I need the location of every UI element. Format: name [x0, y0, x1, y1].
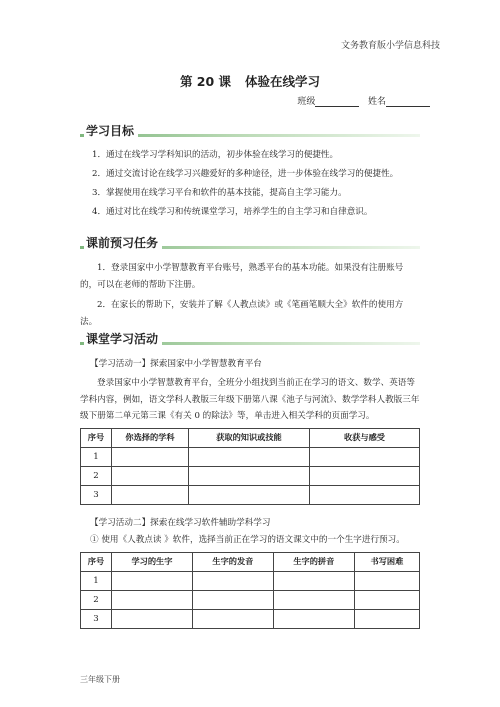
activity1-title: 【学习活动一】探索国家中小学智慧教育平台 — [90, 359, 262, 369]
table-cell[interactable] — [273, 571, 354, 590]
col-header: 学习的生字 — [112, 552, 193, 571]
name-label: 姓名 — [367, 97, 386, 107]
row-number: 1 — [81, 447, 112, 466]
classroom-section — [80, 330, 420, 629]
row-number: 3 — [81, 609, 112, 628]
table-row — [81, 447, 420, 466]
row-number: 1 — [81, 571, 112, 590]
table-row — [81, 485, 420, 504]
classroom-heading — [80, 330, 420, 348]
table-cell[interactable] — [192, 609, 273, 628]
row-number: 2 — [81, 466, 112, 485]
lesson-title — [0, 72, 500, 90]
goal-item-3: 3．掌握使用在线学习平台和软件的基本技能，提高自主学习能力。 — [92, 188, 347, 198]
name-blank[interactable] — [386, 96, 430, 107]
classroom-title: 课堂学习活动 — [84, 330, 162, 347]
table-cell[interactable] — [273, 609, 354, 628]
activity1-table — [80, 428, 420, 505]
activity2-step: ① 使用《人教点读 》软件，选择当前正在学习的语文课文中的一个生字进行预习。 — [90, 534, 405, 545]
activity1-desc: 登录国家中小学智慧教育平台，全班分小组找到当前正在学习的语文、数学、英语等学科内容，例如，语文学科人教版三年级下册第八课《池子与河流》、数学学科人教版三年级下册第二单元第三课《有关 0 的除法》等，单击进入相关学科的页面学习。 — [80, 378, 420, 421]
table-cell[interactable] — [310, 485, 420, 504]
table-cell[interactable] — [112, 485, 189, 504]
table-cell[interactable] — [189, 447, 310, 466]
table-cell[interactable] — [112, 571, 193, 590]
table-cell[interactable] — [273, 590, 354, 609]
publisher-header: 文务教育版小学信息科技 — [340, 41, 440, 51]
col-header: 生字的发音 — [192, 552, 273, 571]
preview-item-2: 2．在家长的帮助下，安装并了解《人教点读》或《笔画笔顺大全》软件的使用方法。 — [80, 300, 404, 327]
col-header: 你选择的学科 — [112, 428, 189, 447]
activity2-table — [80, 552, 420, 629]
preview-title: 课前预习任务 — [84, 234, 162, 251]
table-cell[interactable] — [112, 609, 193, 628]
table-row — [81, 590, 420, 609]
table-cell[interactable] — [310, 447, 420, 466]
class-label: 班级 — [297, 97, 316, 107]
goals-heading — [80, 122, 420, 140]
lesson-number: 第 20 课 — [179, 74, 232, 89]
table-cell[interactable] — [112, 466, 189, 485]
table-row — [81, 609, 420, 628]
table-cell[interactable] — [112, 447, 189, 466]
table-cell[interactable] — [189, 485, 310, 504]
table-cell[interactable] — [192, 590, 273, 609]
table-cell[interactable] — [310, 466, 420, 485]
goal-item-4: 4．通过对比在线学习和传统课堂学习，培养学生的自主学习和自律意识。 — [92, 207, 373, 217]
col-header: 序号 — [81, 428, 112, 447]
lesson-name: 体验在线学习 — [245, 74, 321, 89]
col-header: 获取的知识或技能 — [189, 428, 310, 447]
col-header: 序号 — [81, 552, 112, 571]
col-header: 收获与感受 — [310, 428, 420, 447]
class-blank[interactable] — [315, 96, 359, 107]
col-header: 生字的拼音 — [273, 552, 354, 571]
student-info — [297, 94, 430, 107]
table-cell[interactable] — [354, 590, 419, 609]
goal-item-1: 1．通过在线学习学科知识的活动，初步体验在线学习的便捷性。 — [92, 150, 339, 160]
preview-section — [80, 234, 420, 330]
table-cell[interactable] — [354, 609, 419, 628]
table-cell[interactable] — [192, 571, 273, 590]
table-cell[interactable] — [112, 590, 193, 609]
activity2-title: 【学习活动二】探索在线学习软件辅助学科学习 — [90, 517, 271, 528]
table-cell[interactable] — [354, 571, 419, 590]
goal-item-2: 2．通过交流讨论在线学习兴趣爱好的多种途径，进一步体验在线学习的便捷性。 — [92, 169, 399, 179]
footer-grade: 三年级下册 — [80, 675, 120, 684]
preview-item-1: 1．登录国家中小学智慧教育平台账号，熟悉平台的基本功能。如果没有注册账号的，可以在老师的帮助下注册。 — [80, 263, 404, 290]
table-row — [81, 571, 420, 590]
table-cell[interactable] — [189, 466, 310, 485]
row-number: 2 — [81, 590, 112, 609]
preview-heading — [80, 234, 420, 252]
table-row — [81, 466, 420, 485]
col-header: 书写困难 — [354, 552, 419, 571]
goals-title: 学习目标 — [84, 122, 138, 139]
table-header-row — [81, 428, 420, 447]
goals-section — [80, 122, 420, 222]
row-number: 3 — [81, 485, 112, 504]
table-header-row — [81, 552, 420, 571]
